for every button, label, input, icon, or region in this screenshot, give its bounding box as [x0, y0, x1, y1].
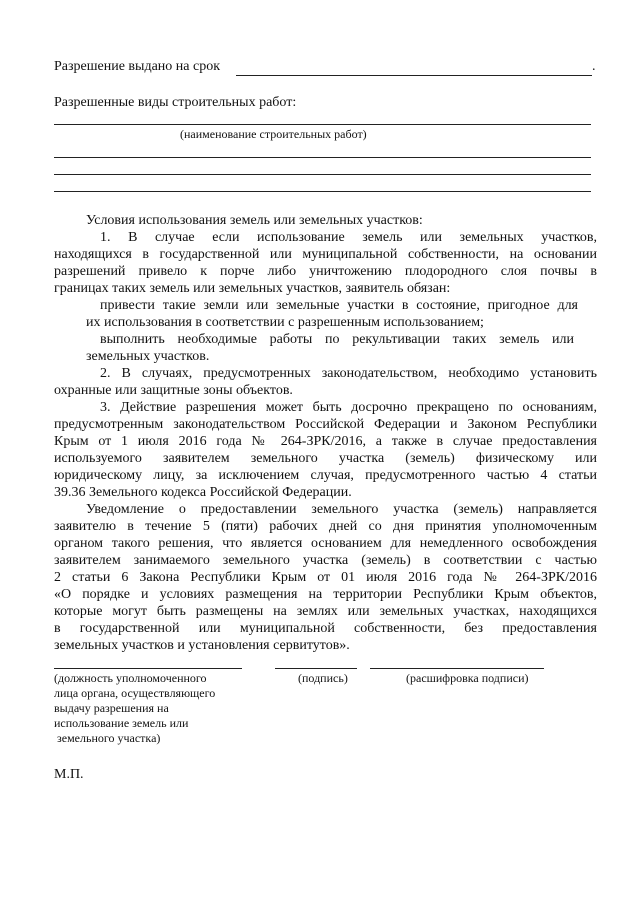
position-caption-line-5: земельного участка)	[54, 731, 161, 745]
work-types-line-2	[54, 157, 591, 158]
notice-line-9: земельных участков и установления сервитутов».	[54, 638, 350, 653]
item2-line-1: 2. В случаях, предусмотренных законодательством, необходимо установить	[100, 366, 597, 381]
item1-line-3: разрешений привело к порче либо уничтожению плодородного слоя почвы в	[54, 264, 597, 279]
notice-line-2: заявителю в течение 5 (пяти) рабочих дней со дня принятия уполномоченным	[54, 519, 597, 534]
position-caption-line-4: использование земель или	[54, 716, 189, 730]
position-signature-line	[54, 668, 242, 669]
work-types-line-4	[54, 191, 591, 192]
item3-line-6: 39.36 Земельного кодекса Российской Федерации.	[54, 485, 352, 500]
item3-line-1: 3. Действие разрешения может быть досрочно прекращено по основаниям,	[100, 400, 597, 415]
item1-sub-b-line-1: выполнить необходимые работы по рекультивации таких земель или	[100, 332, 574, 347]
item3-line-5: юридическому лицу, за исключением случая, предусмотренного частью 4 статьи	[54, 468, 597, 483]
work-types-line-1	[54, 124, 591, 125]
item2-line-2: охранные или защитные зоны объектов.	[54, 383, 293, 398]
notice-line-7: которые могут быть размещены на землях или земельных участках, находящихся	[54, 604, 597, 619]
item1-sub-a-line-2: их использования в соответствии с разрешенным использованием;	[86, 315, 484, 330]
decode-signature-line	[370, 668, 544, 669]
work-types-caption: (наименование строительных работ)	[180, 127, 367, 141]
item1-sub-b-line-2: земельных участков.	[86, 349, 210, 364]
position-caption-line-1: (должность уполномоченного	[54, 671, 207, 685]
signature-caption: (подпись)	[298, 671, 348, 685]
notice-line-5: 2 статьи 6 Закона Республики Крым от 01 июля 2016 года № 264-ЗРК/2016	[54, 570, 597, 585]
item1-line-4: границах таких земель или земельных участков, заявитель обязан:	[54, 281, 451, 296]
permit-term-end-mark: .	[592, 59, 596, 74]
notice-line-3: органом такого решения, что является основанием для немедленного освобождения	[54, 536, 597, 551]
item3-line-4: используемого заявителем земельного участка (земель) физическому или	[54, 451, 597, 466]
decode-caption: (расшифровка подписи)	[406, 671, 529, 685]
work-types-line-3	[54, 174, 591, 175]
item3-line-2: предусмотренным законодательством Российской Федерации и Законом Республики	[54, 417, 597, 432]
position-caption-line-3: выдачу разрешения на	[54, 701, 169, 715]
notice-line-4: заявителем занимаемого земельного участка (земель) в соответствии с частью	[54, 553, 597, 568]
notice-line-8: в государственной или муниципальной собственности, без предоставления	[54, 621, 597, 636]
item3-line-3: Крым от 1 июля 2016 года № 264-ЗРК/2016, а также в случае предоставления	[54, 434, 597, 449]
work-types-label: Разрешенные виды строительных работ:	[54, 95, 297, 110]
item1-line-1: 1. В случае если использование земель или земельных участков,	[100, 230, 597, 245]
permit-term-line	[236, 75, 592, 76]
stamp-mark: М.П.	[54, 767, 84, 782]
permit-term-label: Разрешение выдано на срок	[54, 59, 221, 74]
signature-line	[275, 668, 357, 669]
notice-line-1: Уведомление о предоставлении земельного участка (земель) направляется	[86, 502, 597, 517]
notice-line-6: «О порядке и условиях размещения на территории Республики Крым объектов,	[54, 587, 597, 602]
position-caption-line-2: лица органа, осуществляющего	[54, 686, 216, 700]
item1-sub-a-line-1: привести такие земли или земельные участки в состояние, пригодное для	[100, 298, 578, 313]
conditions-heading: Условия использования земель или земельных участков:	[86, 213, 423, 228]
item1-line-2: находящихся в государственной или муниципальной собственности, на основании	[54, 247, 597, 262]
